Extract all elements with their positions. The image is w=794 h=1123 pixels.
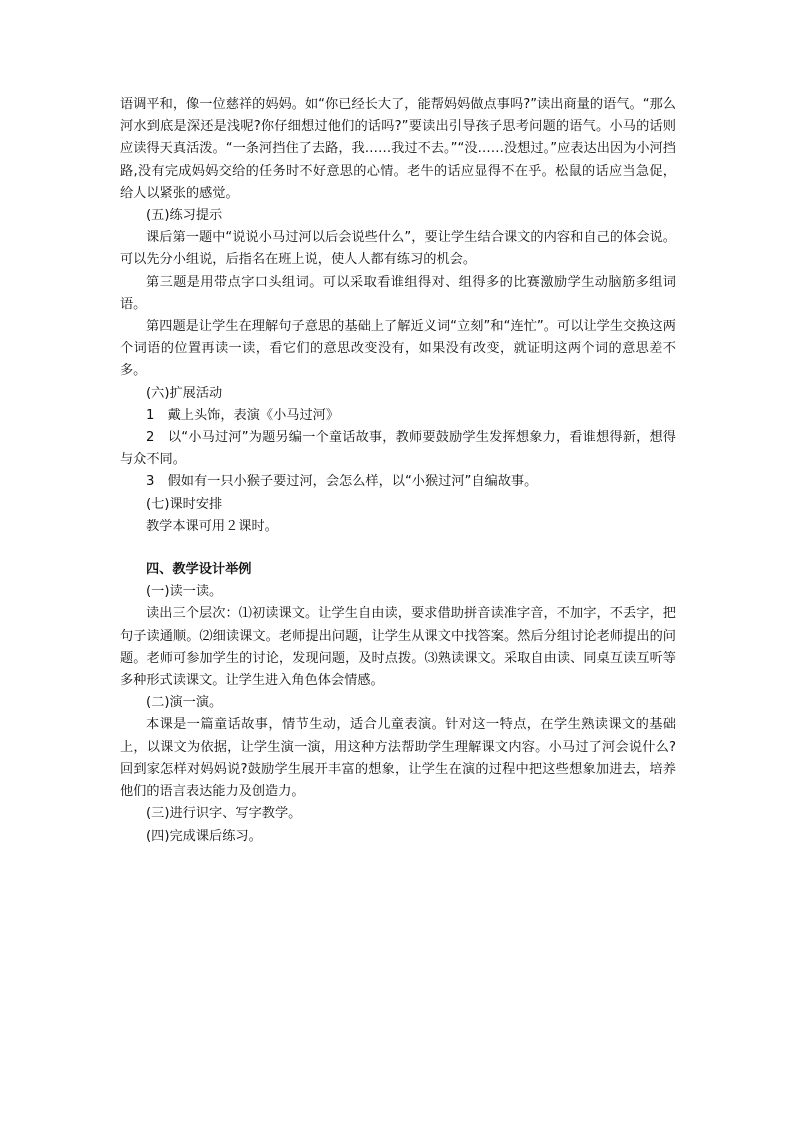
heading-teaching-design: 四、教学设计举例 [146, 562, 252, 578]
extension-item-3: 3 假如有一只小猴子要过河，会怎么样，以“小猴过河”自编故事。 [146, 474, 538, 490]
section-title-schedule: (七)课时安排 [146, 496, 223, 512]
paragraph-exercise-3: 第三题是用带点字口头组词。可以采取看谁组得对、组得多的比赛激励学生动脑筋多组词语。 [120, 274, 676, 312]
document-page [120, 94, 676, 848]
paragraph-reading-tone: 语调平和，像一位慈祥的妈妈。如“你已经长大了，能帮妈妈做点事吗?”读出商量的语气。“那么河水到底是深还是浅呢?你仔细想过他们的话吗?”要读出引导孩子思考问题的语气。小马的话则应读得天真活泼。“一条河挡住了去路，我……我过不去。”“没……没想过。”应表达出因为小河挡路,没有完成妈妈交给的任务时不好意思的心情。老牛的话应显得不在乎。松鼠的话应当急促，给人以紧张的感觉。 [120, 97, 676, 201]
paragraph-read: 读出三个层次：⑴初读课文。让学生自由读，要求借助拼音读准字音，不加字，不丢字，把句子读通顺。⑵细读课文。老师提出问题，让学生从课文中找答案。然后分组讨论老师提出的问题。老师可参加学生的讨论，发现问题，及时点拨。⑶熟读课文。采取自由读、同桌互读互听等多种形式读课文。让学生进入角色体会情感。 [120, 606, 676, 689]
extension-item-2: 2 以“小马过河”为题另编一个童话故事，教师要鼓励学生发挥想象力，看谁想得新，想得与众不同。 [120, 430, 676, 468]
paragraph-schedule: 教学本课可用２课时。 [146, 518, 278, 534]
paragraph-exercise-4: 第四题是让学生在理解句子意思的基础上了解近义词“立刻”和“连忙”。可以让学生交换这两个词语的位置再读一读，看它们的意思改变没有，如果没有改变，就证明这两个词的意思差不多。 [120, 319, 676, 379]
extension-item-1: 1 戴上头饰，表演《小马过河》 [146, 407, 340, 423]
section-title-act: (二)演一演。 [146, 695, 223, 711]
section-title-exercises: (四)完成课后练习。 [146, 828, 262, 844]
section-title-literacy: (三)进行识字、写字教学。 [146, 806, 302, 822]
paragraph-act: 本课是一篇童话故事，情节生动，适合儿童表演。针对这一特点，在学生熟读课文的基础上，以课文为依据，让学生演一演，用这种方法帮助学生理解课文内容。小马过了河会说什么?回到家怎样对妈妈说?鼓励学生展开丰富的想象，让学生在演的过程中把这些想象加进去，培养他们的语言表达能力及创造力。 [120, 717, 676, 800]
paragraph-exercise-1: 课后第一题中“说说小马过河以后会说些什么”，要让学生结合课文的内容和自己的体会说。可以先分小组说，后指名在班上说，使人人都有练习的机会。 [120, 230, 676, 268]
section-title-extension: (六)扩展活动 [146, 385, 223, 401]
section-title-practice-tips: (五)练习提示 [146, 208, 223, 224]
section-title-read: (一)读一读。 [146, 584, 223, 600]
